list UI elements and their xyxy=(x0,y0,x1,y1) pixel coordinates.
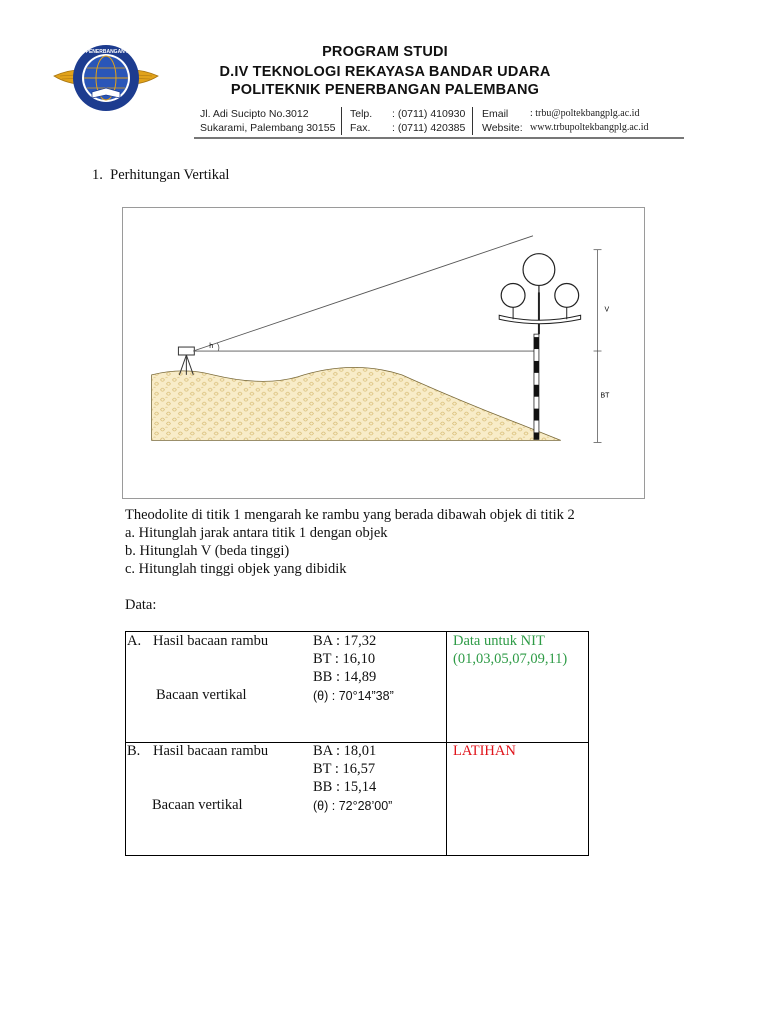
question-b: b. Hitunglah V (beda tinggi) xyxy=(125,543,290,559)
data-table xyxy=(125,631,589,856)
email-value: : trbu@poltekbangplg.ac.id xyxy=(530,108,640,119)
phone-labels xyxy=(350,107,372,135)
row-a-letter: A. xyxy=(127,633,142,649)
row-a-bt: BT : 16,10 xyxy=(313,651,376,667)
row-b-theta: (θ) : 72°28’00” xyxy=(313,799,393,813)
contact-divider xyxy=(341,107,342,135)
address-block xyxy=(200,107,335,135)
section-title: Perhitungan Vertikal xyxy=(110,167,230,183)
data-label: Data: xyxy=(125,597,157,613)
row-b-bb: BB : 15,14 xyxy=(313,779,377,795)
row-b-ba: BA : 18,01 xyxy=(313,743,377,759)
problem-intro: Theodolite di titik 1 mengarah ke rambu yang berada dibawah objek di titik 2 xyxy=(125,507,575,523)
row-b-note: LATIHAN xyxy=(453,743,516,759)
table-column-divider xyxy=(446,632,447,855)
fax-label: Fax. xyxy=(350,122,371,134)
section-number: 1. xyxy=(92,167,103,183)
header-rule xyxy=(194,137,684,139)
dimension-label-bt: BT xyxy=(600,392,610,400)
row-b-letter: B. xyxy=(127,743,141,759)
program-name: D.IV TEKNOLOGI REKAYASA BANDAR UDARA xyxy=(219,64,551,80)
theodolite-diagram xyxy=(122,207,645,499)
telp-label: Telp. xyxy=(350,108,373,120)
address-line-2: Sukarami, Palembang 30155 xyxy=(200,122,336,134)
inclined-sight-line xyxy=(193,236,533,351)
telp-value: : (0711) 410930 xyxy=(392,108,466,120)
online-values xyxy=(530,107,649,135)
row-a-ba: BA : 17,32 xyxy=(313,633,377,649)
email-label: Email xyxy=(482,108,509,120)
row-a-bb: BB : 14,89 xyxy=(313,669,377,685)
website-label: Website: xyxy=(482,122,523,134)
online-labels xyxy=(482,107,523,135)
question-a: a. Hitunglah jarak antara titik 1 dengan objek xyxy=(125,525,388,541)
section-heading xyxy=(92,166,229,184)
row-a-theta: (θ) : 70°14”38” xyxy=(313,689,394,703)
leveling-staff xyxy=(534,334,539,439)
contact-divider xyxy=(472,107,473,135)
row-a-note-nit-list: (01,03,05,07,09,11) xyxy=(453,651,568,667)
program-title: PROGRAM STUDI xyxy=(322,44,448,60)
row-b-bt: BT : 16,57 xyxy=(313,761,376,777)
theodolite xyxy=(178,347,194,375)
phone-values xyxy=(392,107,465,135)
question-c: c. Hitunglah tinggi objek yang dibidik xyxy=(125,561,347,577)
website-value: www.trbupoltekbangplg.ac.id xyxy=(530,122,649,133)
terrain xyxy=(152,367,561,440)
angle-label: h xyxy=(209,343,214,351)
logo-text: POLITEKNIK PENERBANGAN PALEMBANG xyxy=(53,49,159,55)
row-a-note: Data untuk NIT xyxy=(453,633,545,649)
row-a-vertical-label: Bacaan vertikal xyxy=(156,687,247,703)
row-b-vertical-label: Bacaan vertikal xyxy=(152,797,243,813)
address-line-1: Jl. Adi Sucipto No.3012 xyxy=(200,108,309,120)
row-a-label: Hasil bacaan rambu xyxy=(153,633,269,649)
institution-name: POLITEKNIK PENERBANGAN PALEMBANG xyxy=(230,82,540,98)
dimension-label-v: V xyxy=(604,306,610,314)
fax-value: : (0711) 420385 xyxy=(392,122,466,134)
lamp-post-object xyxy=(499,254,580,334)
row-b-label: Hasil bacaan rambu xyxy=(153,743,269,759)
institution-logo xyxy=(52,40,160,116)
angle-arc xyxy=(217,343,219,351)
